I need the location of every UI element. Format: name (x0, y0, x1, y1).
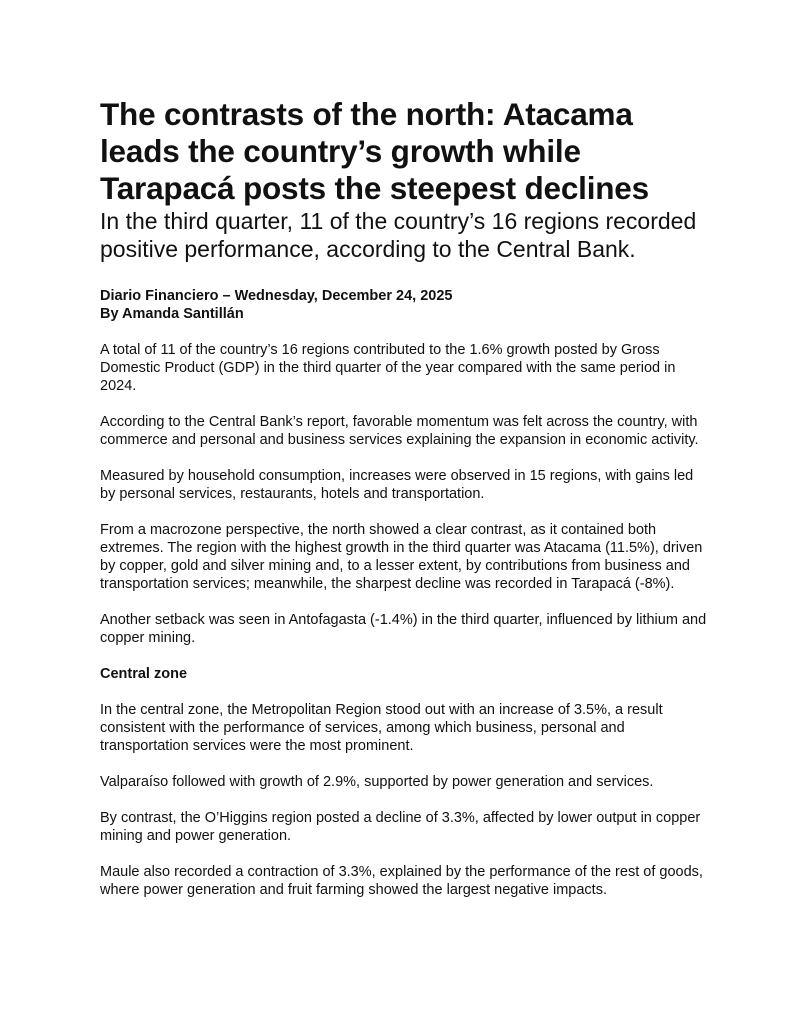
paragraph: Maule also recorded a contraction of 3.3%, explained by the performance of the rest of goods, where power generation and fruit farming showed the largest negative impacts. (100, 864, 703, 898)
headline: The contrasts of the north: Atacama leads the country’s growth while Tarapacá posts the steepest declines (100, 96, 649, 206)
paragraph: In the central zone, the Metropolitan Region stood out with an increase of 3.5%, a result consistent with the performance of services, among which business, personal and transportation services were the most prominent. (100, 702, 663, 754)
subheadline: In the third quarter, 11 of the country’s 16 regions recorded positive performance, according to the Central Bank. (100, 208, 697, 262)
article (100, 96, 710, 917)
article-meta (100, 287, 710, 323)
paragraph: A total of 11 of the country’s 16 regions contributed to the 1.6% growth posted by Gross Domestic Product (GDP) in the third quarter of the year compared with the same period in 2024. (100, 342, 676, 394)
paragraph: By contrast, the O’Higgins region posted a decline of 3.3%, affected by lower output in copper mining and power generation. (100, 810, 701, 844)
dateline: Diario Financiero – Wednesday, December 24, 2025 (100, 288, 453, 304)
byline: By Amanda Santillán (100, 306, 244, 322)
paragraph: From a macrozone perspective, the north showed a clear contrast, as it contained both extremes. The region with the highest growth in the third quarter was Atacama (11.5%), driven by copper, gold and silver mining and, to a lesser extent, by contributions from business and transportation services; meanwhile, the sharpest decline was recorded in Tarapacá (-8%). (100, 522, 703, 592)
article-body (100, 341, 710, 899)
paragraph: Valparaíso followed with growth of 2.9%, supported by power generation and services. (100, 774, 654, 790)
paragraph: Measured by household consumption, increases were observed in 15 regions, with gains led by personal services, restaurants, hotels and transportation. (100, 468, 694, 502)
section-heading-central-zone: Central zone (100, 666, 188, 682)
paragraph: According to the Central Bank’s report, favorable momentum was felt across the country, with commerce and personal and business services explaining the expansion in economic activity. (100, 414, 699, 448)
paragraph: Another setback was seen in Antofagasta (-1.4%) in the third quarter, influenced by lithium and copper mining. (100, 612, 707, 646)
